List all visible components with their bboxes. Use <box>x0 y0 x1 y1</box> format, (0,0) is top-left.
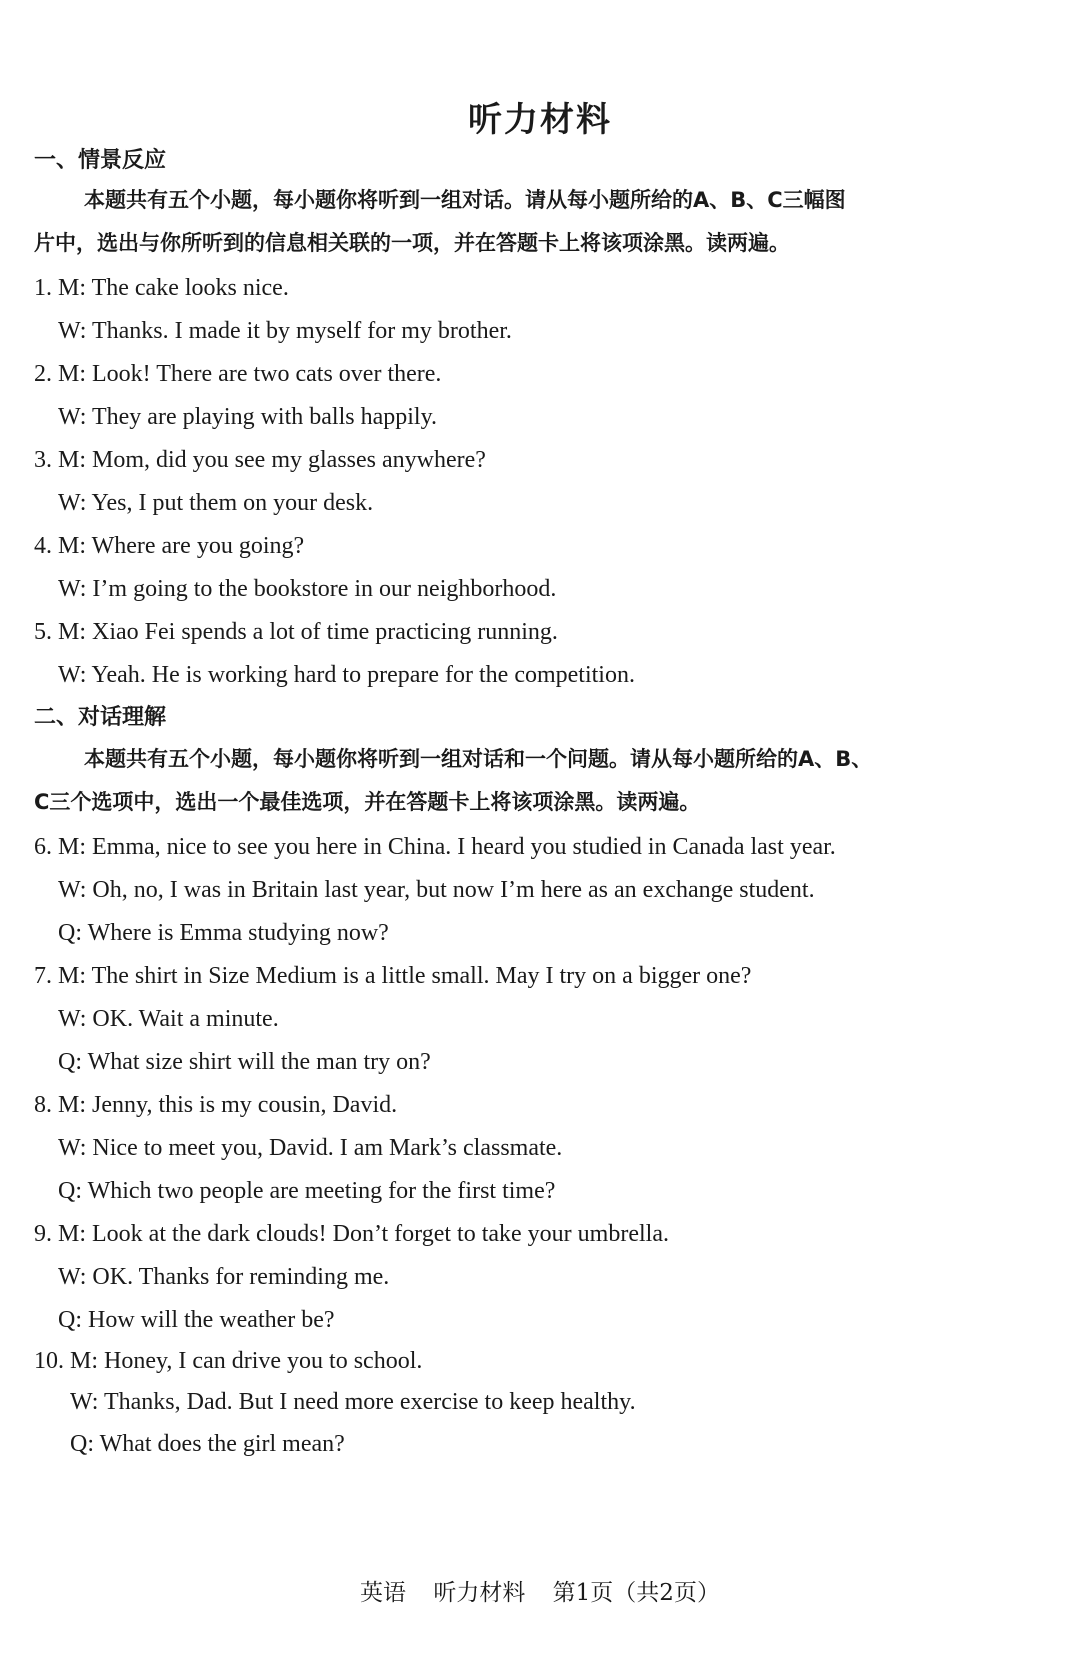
section2-intro-line2: C三个选项中，选出一个最佳选项，并在答题卡上将该项涂黑。读两遍。 <box>34 790 701 814</box>
q5-man-line: 5. M: Xiao Fei spends a lot of time practicing running. <box>34 619 558 645</box>
q7-woman-line: W: OK. Wait a minute. <box>58 1006 279 1032</box>
page-title: 听力材料 <box>468 100 612 140</box>
q10-man-line: 10. M: Honey, I can drive you to school. <box>34 1348 423 1374</box>
q5-woman-line: W: Yeah. He is working hard to prepare for the competition. <box>58 662 635 688</box>
section1-intro-line1: 本题共有五个小题，每小题你将听到一组对话。请从每小题所给的A、B、C三幅图 <box>84 188 846 212</box>
q10-question-line: Q: What does the girl mean? <box>70 1431 345 1457</box>
q7-man-line: 7. M: The shirt in Size Medium is a little small. May I try on a bigger one? <box>34 963 752 989</box>
section1-intro-line2: 片中，选出与你所听到的信息相关联的一项，并在答题卡上将该项涂黑。读两遍。 <box>34 231 790 255</box>
q6-man-line: 6. M: Emma, nice to see you here in China. I heard you studied in Canada last year. <box>34 834 836 860</box>
q6-woman-line: W: Oh, no, I was in Britain last year, but now I’m here as an exchange student. <box>58 877 815 903</box>
q3-woman-line: W: Yes, I put them on your desk. <box>58 490 374 516</box>
q6-question-line: Q: Where is Emma studying now? <box>58 920 389 946</box>
q9-question-line: Q: How will the weather be? <box>58 1307 335 1333</box>
q8-question-line: Q: Which two people are meeting for the first time? <box>58 1178 556 1204</box>
q4-man-line: 4. M: Where are you going? <box>34 533 305 559</box>
q2-woman-line: W: They are playing with balls happily. <box>58 404 438 430</box>
q4-woman-line: W: I’m going to the bookstore in our neighborhood. <box>58 576 557 602</box>
footer-page-number: 第1页（共2页） <box>552 1580 720 1606</box>
q1-woman-line: W: Thanks. I made it by myself for my brother. <box>58 318 512 344</box>
q3-man-line: 3. M: Mom, did you see my glasses anywhere? <box>34 447 486 473</box>
footer-subject: 英语 <box>360 1580 407 1606</box>
footer-doc-title: 听力材料 <box>433 1580 526 1606</box>
section1-heading: 一、情景反应 <box>34 148 167 173</box>
q2-man-line: 2. M: Look! There are two cats over there. <box>34 361 442 387</box>
q9-man-line: 9. M: Look at the dark clouds! Don’t forget to take your umbrella. <box>34 1221 669 1247</box>
section2-heading: 二、对话理解 <box>34 705 167 730</box>
q9-woman-line: W: OK. Thanks for reminding me. <box>58 1264 390 1290</box>
section2-intro-line1: 本题共有五个小题，每小题你将听到一组对话和一个问题。请从每小题所给的A、B、 <box>84 747 873 771</box>
page-footer <box>0 1574 1080 1607</box>
q1-man-line: 1. M: The cake looks nice. <box>34 275 289 301</box>
q7-question-line: Q: What size shirt will the man try on? <box>58 1049 431 1075</box>
q10-woman-line: W: Thanks, Dad. But I need more exercise to keep healthy. <box>70 1389 636 1415</box>
q8-woman-line: W: Nice to meet you, David. I am Mark’s classmate. <box>58 1135 563 1161</box>
q8-man-line: 8. M: Jenny, this is my cousin, David. <box>34 1092 398 1118</box>
